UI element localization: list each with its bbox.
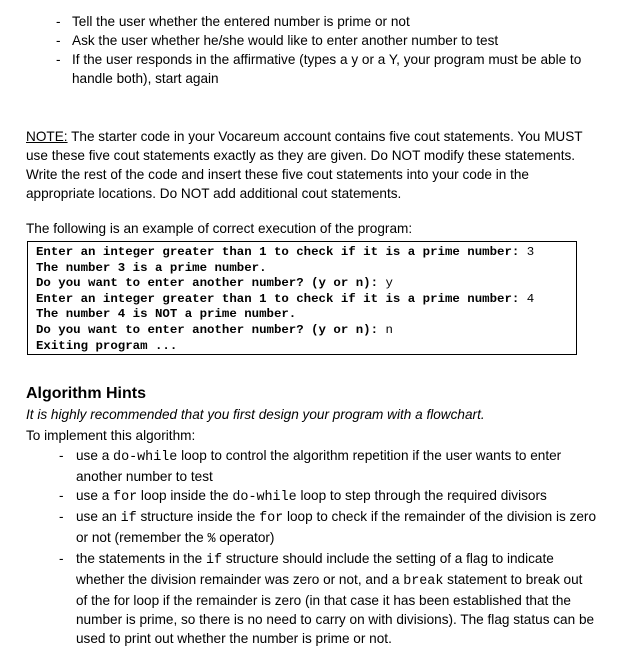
list-item: - Ask the user whether he/she would like to enter another number to test: [56, 33, 499, 48]
list-item: - use a do-while loop to control the algorithm repetition if the user wants to enter another number to test: [59, 448, 562, 484]
bullet-dash: -: [56, 52, 61, 67]
bullet-dash: -: [59, 551, 64, 566]
inline-code: if: [205, 553, 223, 568]
example-line: Exiting program ...: [36, 338, 178, 353]
flowchart-recommendation: It is highly recommended that you first design your program with a flowchart.: [26, 407, 485, 422]
inline-code: %: [207, 532, 216, 547]
example-output-box: [27, 241, 577, 355]
inline-code: do-while: [232, 490, 297, 505]
note-paragraph: [26, 127, 586, 203]
example-intro: The following is an example of correct execution of the program:: [26, 221, 413, 236]
bullet-dash: -: [59, 448, 64, 463]
inline-code: for: [259, 511, 284, 526]
example-line: Do you want to enter another number? (y or n): n: [36, 322, 393, 337]
note-label: NOTE:: [26, 129, 68, 144]
bullet-dash: -: [56, 33, 61, 48]
example-line: Enter an integer greater than 1 to check if it is a prime number: 3: [36, 245, 535, 259]
requirements-list: [56, 12, 592, 88]
bullet-dash: -: [56, 14, 61, 29]
list-item: - Tell the user whether the entered number is prime or not: [56, 14, 410, 29]
inline-code: do-while: [113, 450, 178, 465]
section-heading: Algorithm Hints: [26, 385, 146, 402]
example-line: The number 4 is NOT a prime number.: [36, 307, 297, 322]
example-line: Enter an integer greater than 1 to check if it is a prime number: 4: [36, 291, 535, 306]
list-item: - use an if structure inside the for loop to check if the remainder of the division is zero or not (remember the % operator): [59, 509, 597, 547]
implementation-intro: To implement this algorithm:: [26, 428, 196, 443]
inline-code: break: [403, 574, 444, 589]
inline-code: if: [120, 511, 137, 526]
note-text: The starter code in your Vocareum account contains five cout statements. You MUST use these five cout statements exactly as they are given. Do NOT modify these statements. Write the rest of the code and insert these five cout statements into your code in the appropriate locations. Do NOT add additional cout statements.: [26, 129, 583, 201]
list-item: - the statements in the if structure should include the setting of a flag to indicate whether the division remainder was zero or not, and a break statement to break out of the for loop if the remainder is zero (in that case it has been established that the number is prime, so there is no need to carry on with divisions). The flag status can be used to print out whether the number is prime or not.: [59, 551, 595, 646]
list-item: - If the user responds in the affirmative (types a y or a Y, your program must be able to handle both), start again: [56, 52, 582, 86]
example-line: The number 3 is a prime number.: [36, 260, 267, 275]
example-line: Do you want to enter another number? (y or n): y: [36, 276, 393, 291]
bullet-dash: -: [59, 488, 64, 503]
list-item: - use a for loop inside the do-while loop to step through the required divisors: [59, 488, 547, 505]
hints-list: [59, 446, 597, 648]
inline-code: for: [113, 490, 138, 505]
bullet-dash: -: [59, 509, 64, 524]
